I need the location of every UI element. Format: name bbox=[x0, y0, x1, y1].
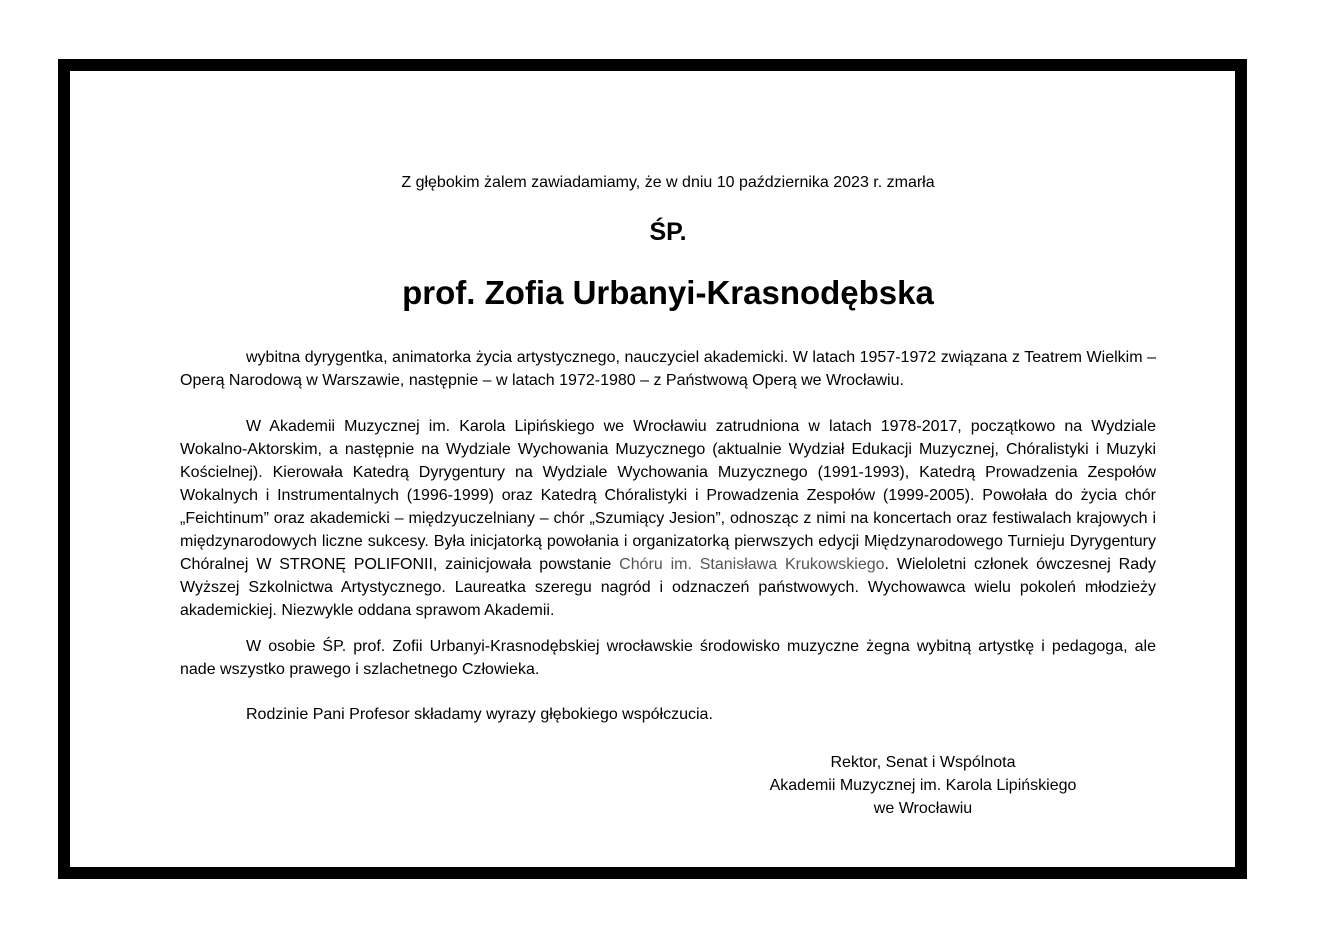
deceased-name: prof. Zofia Urbanyi-Krasnodębska bbox=[402, 274, 934, 311]
paragraph-academy-text-1: W Akademii Muzycznej im. Karola Lipińskiego we Wrocławiu zatrudniona w latach 1978-2017, początkowo na Wydziale Wokalno-Aktorskim, a następnie na Wydziale Wychowania Muzycznego (aktualnie Wydział Edukacji Muzycznej, Chóralistyki i Muzyki Kościelnej). Kierowała Katedrą Dyrygentury na Wydziale Wychowania Muzycznego (1991-1993), Katedrą Prowadzenia Zespołów Wokalnych i Instrumentalnych (1996-1999) oraz Katedrą Chóralistyki i Prowadzenia Zespołów (1999-2005). Powołała do życia chór „Feichtinum” oraz akademicki – międzyuczelniany – chór „Szumiący Jesion”, odnosząc z nimi na koncertach oraz festiwalach krajowych i międzynarodowych liczne sukcesy. Była inicjatorką powołania i organizatorką pierwszych edycji Międzynarodowego Turnieju Dyrygentury Chóralnej W STRONĘ POLIFONII, zainicjowała powstanie bbox=[180, 418, 1156, 573]
paragraph-academy-career bbox=[180, 415, 1156, 622]
mourning-frame bbox=[58, 59, 1247, 879]
signature-line-2: Akademii Muzycznej im. Karola Lipińskiego bbox=[769, 777, 1077, 794]
paragraph-biography: wybitna dyrygentka, animatorka życia artystycznego, nauczyciel akademicki. W latach 1957-1972 związana z Teatrem Wielkim – Operą Narodową w Warszawie, następnie – w latach 1972-1980 – z Państwową Operą we Wrocławiu. bbox=[180, 349, 1156, 389]
paragraph-academy-text-2: . Wieloletni członek ówczesnej Rady Wyższej Szkolnictwa Artystycznego. Laureatka szeregu nagród i odznaczeń państwowych. Wychowawca wielu pokoleń młodzieży akademickiej. Niezwykle oddana sprawom Akademii. bbox=[180, 556, 1156, 619]
honorific: ŚP. bbox=[649, 218, 687, 246]
paragraph-farewell: W osobie ŚP. prof. Zofii Urbanyi-Krasnodębskiej wrocławskie środowisko muzyczne żegna wybitną artystkę i pedagoga, ale nade wszystko prawego i szlachetnego Człowieka. bbox=[180, 638, 1156, 678]
signature-block bbox=[740, 751, 1106, 820]
signature-line-3: we Wrocławiu bbox=[873, 800, 973, 817]
paragraph-condolences: Rodzinie Pani Profesor składamy wyrazy głębokiego współczucia. bbox=[246, 706, 713, 723]
choir-name: Chóru im. Stanisława Krukowskiego bbox=[619, 556, 885, 573]
intro-text: Z głębokim żalem zawiadamiamy, że w dniu 10 października 2023 r. zmarła bbox=[401, 174, 935, 191]
signature-line-1: Rektor, Senat i Wspólnota bbox=[830, 754, 1016, 771]
